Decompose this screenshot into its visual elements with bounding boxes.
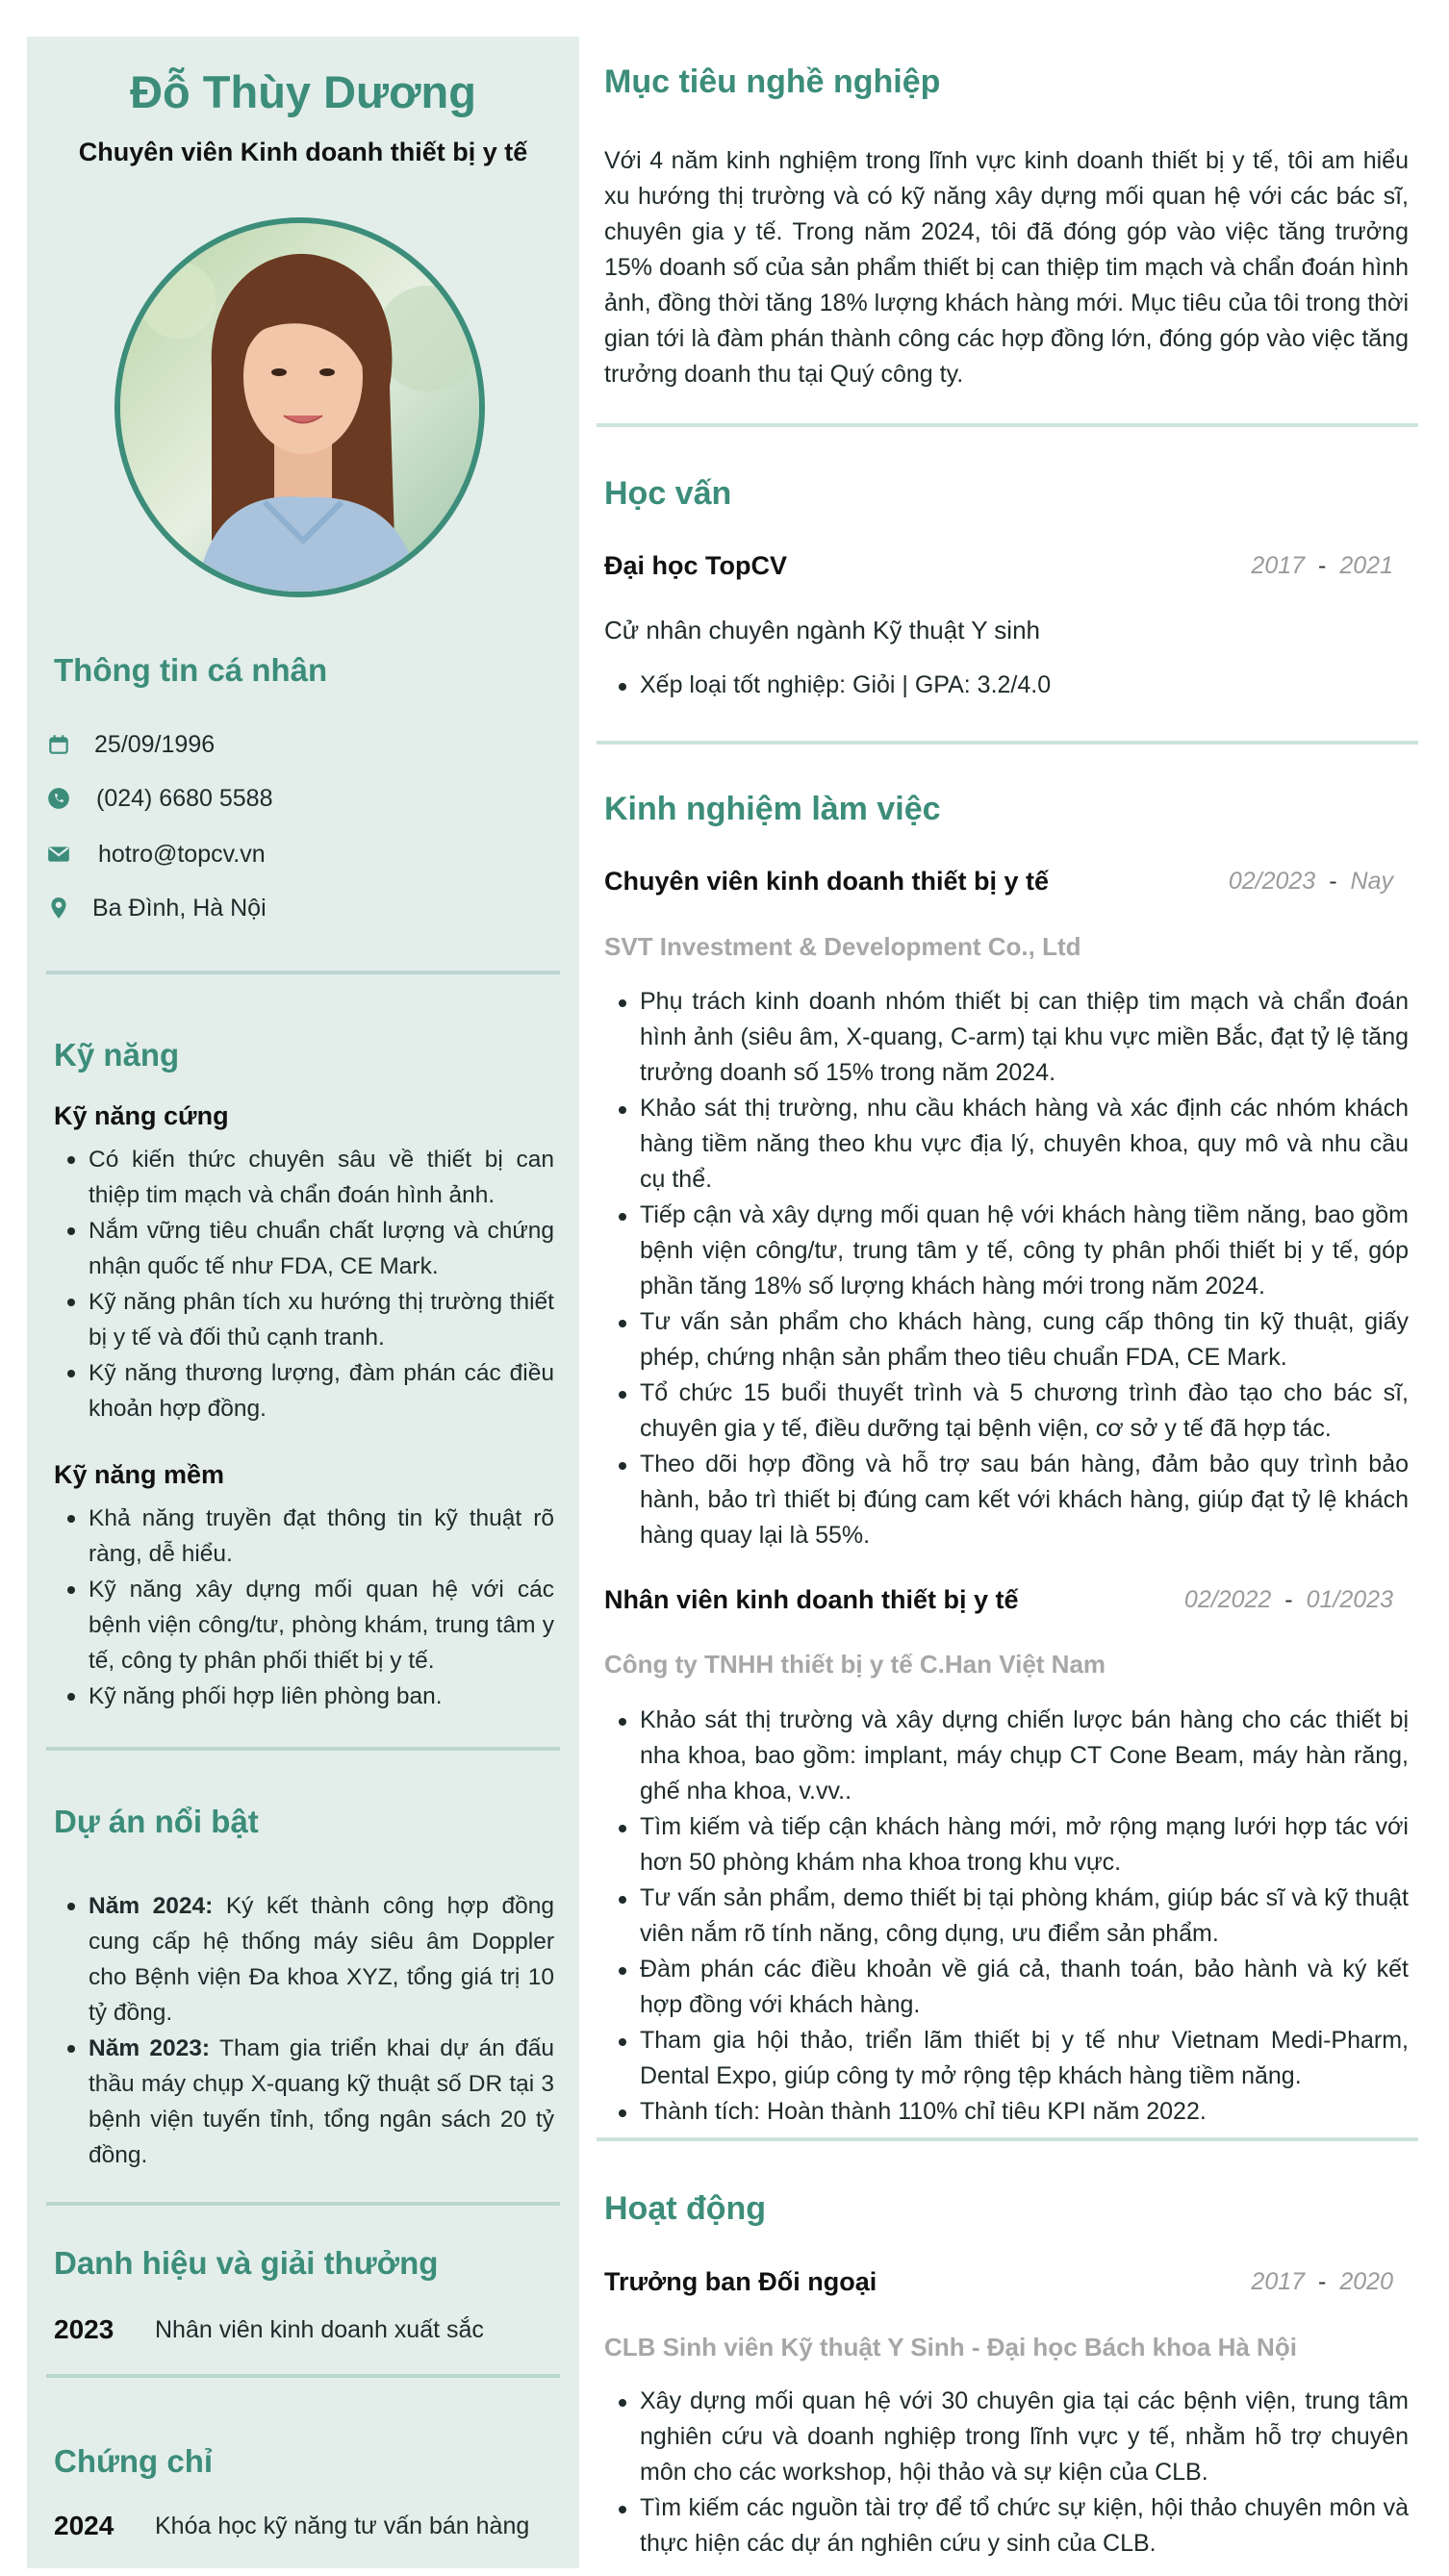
end-date: 2020 — [1339, 2267, 1393, 2295]
list-item: Khảo sát thị trường, nhu cầu khách hàng và xác định các nhóm khách hàng tiềm năng theo khu vực địa lý, chuyên khoa, quy mô và nhu cầu cụ thể. — [604, 1091, 1409, 1198]
email-icon — [46, 842, 71, 867]
soft-skills-list — [54, 1501, 554, 1714]
list-item: Xây dựng mối quan hệ với 30 chuyên gia tại các bệnh viện, trung tâm nghiên cứu và doanh nghiệp trong lĩnh vực y tế, nhằm hỗ trợ chuyên môn cho các workshop, hội thảo và sự kiện của CLB. — [604, 2384, 1409, 2490]
end-date: Nay — [1350, 867, 1393, 895]
project-text: Tham gia triển khai dự án đấu thầu máy chụp X-quang kỹ thuật số DR tại 3 bệnh viện tuyến tỉnh, tổng ngân sách 20 tỷ đồng. — [89, 2035, 554, 2168]
projects-title: Dự án nổi bật — [54, 1804, 259, 1839]
job-dates — [1229, 868, 1393, 896]
portrait-illustration — [120, 223, 479, 592]
divider — [46, 971, 560, 974]
job-header — [604, 1580, 1393, 1619]
list-item: Có kiến thức chuyên sâu về thiết bị can thiệp tim mạch và chẩn đoán hình ảnh. — [54, 1142, 554, 1213]
phone-text: (024) 6680 5588 — [96, 784, 273, 812]
school-name: Đại học TopCV — [604, 550, 788, 580]
activity-header — [604, 2262, 1393, 2301]
hard-skills-list — [54, 1142, 554, 1427]
award-text: Nhân viên kinh doanh xuất sắc — [155, 2315, 484, 2343]
soft-skills-title: Kỹ năng mềm — [54, 1460, 225, 1489]
list-item: Thành tích: Hoàn thành 110% chỉ tiêu KPI năm 2022. — [604, 2094, 1409, 2130]
avatar — [114, 217, 485, 597]
project-year: Năm 2023: — [89, 2035, 211, 2061]
list-item: Phụ trách kinh doanh nhóm thiết bị can thiệp tim mạch và chẩn đoán hình ảnh (siêu âm, X-quang, C-arm) tại khu vực miền Bắc, đạt tỷ lệ tăng trưởng doanh số 15% trong năm 2024. — [604, 984, 1409, 1091]
job-title: Chuyên viên Kinh doanh thiết bị y tế — [78, 138, 528, 166]
job-bullets — [604, 984, 1409, 1553]
list-item: Đàm phán các điều khoản về giá cả, thanh toán, bảo hành và ký kết hợp đồng với khách hàng. — [604, 1952, 1409, 2023]
company-name: Công ty TNHH thiết bị y tế C.Han Việt Nam — [604, 1650, 1106, 1679]
list-item: Tìm kiếm các nguồn tài trợ để tổ chức sự kiện, hội thảo chuyên môn và thực hiện các dự án nghiên cứu y sinh của CLB. — [604, 2490, 1409, 2562]
activity-role: Trưởng ban Đối ngoại — [604, 2266, 877, 2296]
location-text: Ba Đình, Hà Nội — [92, 894, 267, 922]
list-item — [54, 1888, 554, 2031]
job-role: Chuyên viên kinh doanh thiết bị y tế — [604, 866, 1050, 896]
date-separator: - — [1329, 867, 1337, 895]
hard-skills-title: Kỹ năng cứng — [54, 1101, 229, 1130]
company-name: SVT Investment & Development Co., Ltd — [604, 932, 1081, 961]
list-item: Tìm kiếm và tiếp cận khách hàng mới, mở rộng mạng lưới hợp tác với hơn 50 phòng khám nha khoa trong khu vực. — [604, 1809, 1409, 1881]
activity-bullets — [604, 2384, 1409, 2562]
start-date: 02/2022 — [1183, 1585, 1272, 1613]
list-item: Khảo sát thị trường và xây dựng chiến lược bán hàng cho các thiết bị nha khoa, bao gồm: implant, máy chụp CT Cone Beam, máy hàn răng, ghế nha khoa, v.vv.. — [604, 1703, 1409, 1809]
birthdate-row — [46, 729, 215, 760]
certificates-title: Chứng chỉ — [54, 2443, 214, 2479]
objective-title: Mục tiêu nghề nghiệp — [604, 63, 941, 100]
job-role: Nhân viên kinh doanh thiết bị y tế — [604, 1584, 1019, 1614]
date-separator: - — [1318, 2267, 1327, 2295]
end-date: 01/2023 — [1306, 1585, 1393, 1613]
list-item: Kỹ năng xây dựng mối quan hệ với các bệnh viện công/tư, phòng khám, trung tâm y tế, công ty phân phối thiết bị y tế. — [54, 1572, 554, 1679]
education-bullets — [604, 668, 1409, 703]
divider — [597, 423, 1418, 427]
list-item: Kỹ năng thương lượng, đàm phán các điều khoản hợp đồng. — [54, 1355, 554, 1427]
email-row — [46, 839, 266, 870]
list-item: Tiếp cận và xây dựng mối quan hệ với khách hàng tiềm năng, bao gồm bệnh viện công/tư, trung tâm y tế, công ty phân phối thiết bị y tế, góp phần tăng 18% số lượng khách hàng mới trong năm 2024. — [604, 1198, 1409, 1304]
location-row — [46, 893, 267, 923]
organization-name: CLB Sinh viên Kỹ thuật Y Sinh - Đại học Bách khoa Hà Nội — [604, 2333, 1297, 2361]
list-item: Kỹ năng phân tích xu hướng thị trường thiết bị y tế và đối thủ cạnh tranh. — [54, 1284, 554, 1355]
education-dates — [1251, 552, 1393, 580]
list-item: Nắm vững tiêu chuẩn chất lượng và chứng nhận quốc tế như FDA, CE Mark. — [54, 1213, 554, 1284]
divider — [46, 2374, 560, 2378]
award-row — [54, 2314, 484, 2345]
certificate-row — [54, 2511, 529, 2541]
awards-title: Danh hiệu và giải thưởng — [54, 2245, 439, 2281]
job-bullets — [604, 1703, 1409, 2130]
job-header — [604, 862, 1393, 900]
sidebar — [27, 37, 579, 2568]
phone-row — [46, 783, 272, 814]
education-title: Học vấn — [604, 475, 732, 512]
personal-info-title: Thông tin cá nhân — [54, 652, 328, 688]
end-date: 2021 — [1339, 551, 1393, 579]
start-date: 2017 — [1251, 2267, 1306, 2295]
list-item: Theo dõi hợp đồng và hỗ trợ sau bán hàng, đảm bảo quy trình bảo hành, bảo trì thiết bị đúng cam kết với khách hàng, giúp đạt tỷ lệ khách hàng quay lại là 55%. — [604, 1447, 1409, 1553]
certificate-text: Khóa học kỹ năng tư vấn bán hàng — [155, 2512, 530, 2539]
list-item — [54, 2031, 554, 2173]
list-item: Tư vấn sản phẩm, demo thiết bị tại phòng khám, giúp bác sĩ và kỹ thuật viên nắm rõ tính năng, công dụng, ưu điểm sản phẩm. — [604, 1881, 1409, 1952]
certificate-year: 2024 — [54, 2511, 114, 2540]
start-date: 02/2023 — [1228, 867, 1316, 895]
divider — [597, 741, 1418, 745]
email-text: hotro@topcv.vn — [98, 840, 266, 868]
list-item: Tham gia hội thảo, triển lãm thiết bị y tế như Vietnam Medi-Pharm, Dental Expo, giúp công ty mở rộng tệp khách hàng tiềm năng. — [604, 2023, 1409, 2094]
divider — [46, 2202, 560, 2206]
project-text: Ký kết thành công hợp đồng cung cấp hệ thống máy siêu âm Doppler cho Bệnh viện Đa khoa XYZ, tổng giá trị 10 tỷ đồng. — [89, 1893, 554, 2026]
list-item: Kỹ năng phối hợp liên phòng ban. — [54, 1679, 554, 1714]
candidate-name: Đỗ Thùy Dương — [130, 66, 476, 117]
skills-title: Kỹ năng — [54, 1037, 180, 1073]
job-dates — [1184, 1586, 1393, 1614]
list-item: Xếp loại tốt nghiệp: Giỏi | GPA: 3.2/4.0 — [604, 668, 1409, 703]
degree-text: Cử nhân chuyên ngành Kỹ thuật Y sinh — [604, 616, 1040, 644]
projects-list — [54, 1888, 554, 2173]
list-item: Tổ chức 15 buổi thuyết trình và 5 chương trình đào tạo cho bác sĩ, chuyên gia y tế, điều dưỡng tại bệnh viện, cơ sở y tế đã hợp tác. — [604, 1376, 1409, 1447]
divider — [597, 2137, 1418, 2141]
objective-text: Với 4 năm kinh nghiệm trong lĩnh vực kinh doanh thiết bị y tế, tôi am hiểu xu hướng thị trường và có kỹ năng xây dựng mối quan hệ với các bác sĩ, chuyên gia y tế. Trong năm 2024, tôi đã đóng góp vào việc tăng trưởng 15% doanh số của sản phẩm thiết bị can thiệp tim mạch và chẩn đoán hình ảnh, đồng thời tăng 18% lượng khách hàng mới. Mục tiêu của tôi trong thời gian tới là đàm phán thành công các hợp đồng lớn, đóng góp vào việc tăng trưởng doanh thu tại Quý công ty. — [604, 147, 1409, 388]
experience-title: Kinh nghiệm làm việc — [604, 791, 941, 827]
location-icon — [46, 896, 71, 921]
list-item: Tư vấn sản phẩm cho khách hàng, cung cấp thông tin kỹ thuật, giấy phép, chứng nhận sản phẩm theo tiêu chuẩn FDA, CE Mark. — [604, 1304, 1409, 1376]
activity-dates — [1251, 2268, 1393, 2296]
birthdate-text: 25/09/1996 — [94, 730, 216, 758]
date-separator: - — [1284, 1585, 1293, 1613]
activities-title: Hoạt động — [604, 2190, 767, 2227]
divider — [46, 1747, 560, 1751]
date-separator: - — [1318, 551, 1327, 579]
project-year: Năm 2024: — [89, 1893, 214, 1919]
education-header — [604, 546, 1393, 585]
calendar-icon — [46, 732, 71, 757]
award-year: 2023 — [54, 2314, 114, 2344]
start-date: 2017 — [1251, 551, 1306, 579]
list-item: Khả năng truyền đạt thông tin kỹ thuật rõ ràng, dễ hiểu. — [54, 1501, 554, 1572]
phone-icon — [46, 786, 71, 811]
